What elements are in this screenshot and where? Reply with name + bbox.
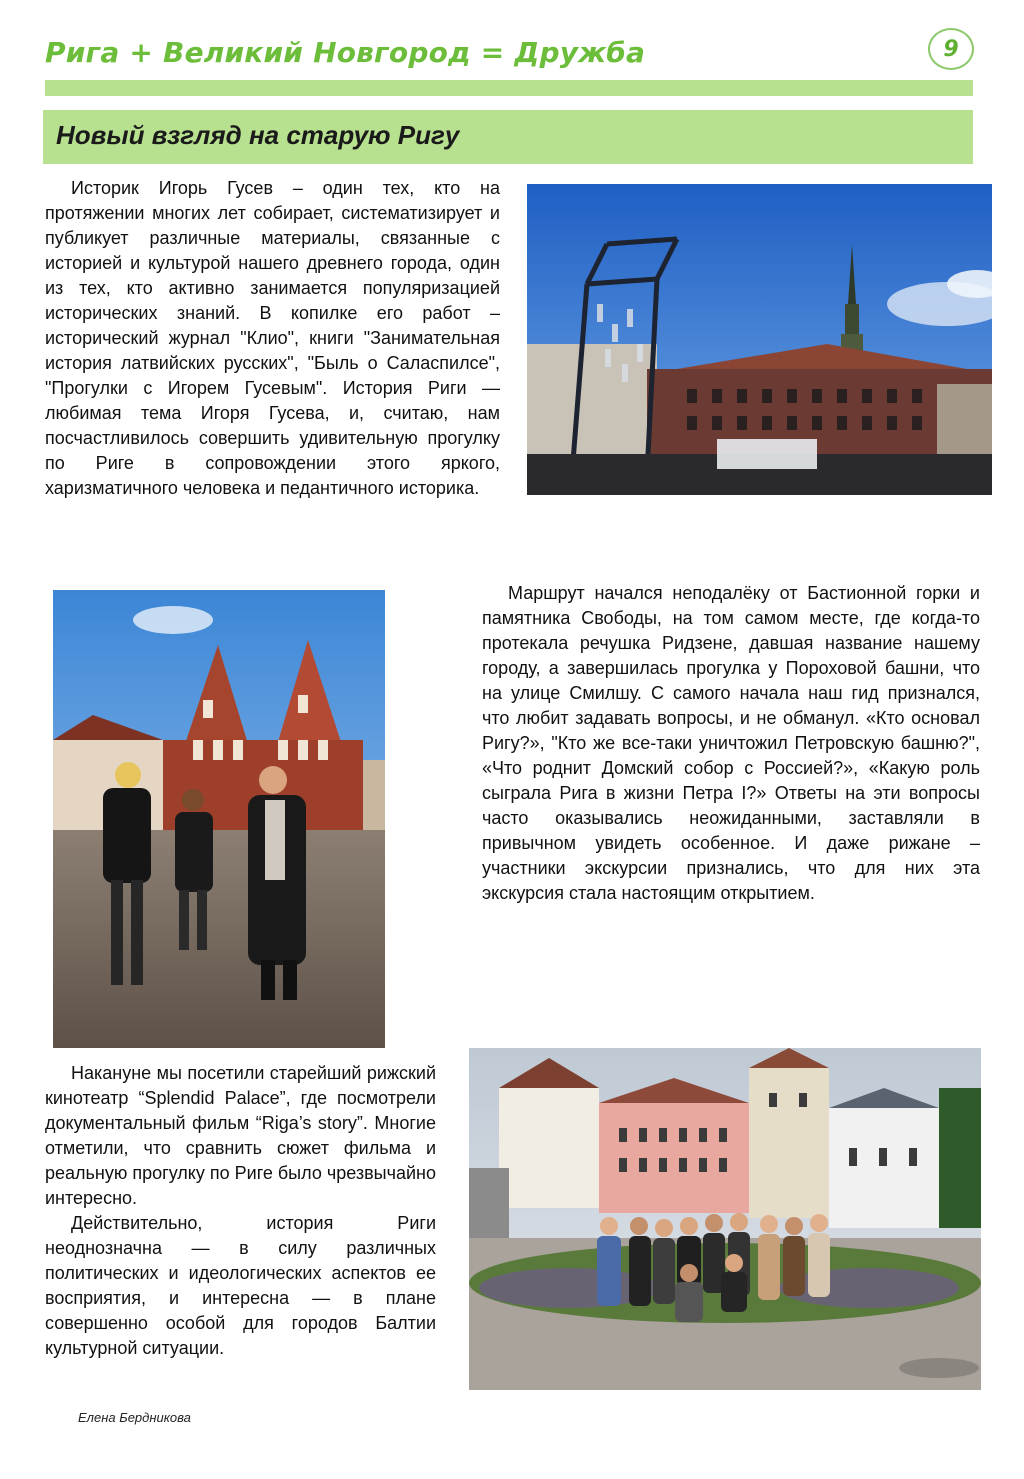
magazine-header-title: Рига + Великий Новгород = Дружба — [45, 36, 646, 69]
article-paragraph: Маршрут начался неподалёку от Бастионной горки и памятника Свободы, на том самом месте, где когда-то протекала речушка Ридзене, давшая название нашему городу, а завершилась прогулка у Пороховой башни, что на улице Смилшу. С самого начала наш гид признался, что любит задавать вопросы, и не обманул. «Кто основал Ригу?», "Кто же все-таки уничтожил Петровскую башню?", «Что роднит Домский собор с Россией?», «Какую роль сыграла Рига в жизни Петра I?» Ответы на эти вопросы часто оказывались неожиданными, заставляли в привычном увидеть особенное. И даже рижане – участники экскурсии признались, что для них эта экскурсия стала настоящим открытием. — [482, 583, 980, 903]
photo-guide-blackheads-house — [53, 590, 385, 1048]
section-title: Новый взгляд на старую Ригу — [56, 120, 460, 150]
article-column-intro — [45, 176, 500, 501]
article-column-cinema — [45, 1061, 436, 1361]
header-divider — [45, 80, 973, 96]
article-paragraph: Накануне мы посетили старейший рижский кинотеатр “Splendid Palace”, где посмотрели документальный фильм “Riga’s story”. Многие отметили, что сравнить сюжет фильма и реальную прогулку по Риге было чрезвычайно интересно. — [45, 1063, 436, 1208]
page-number: 9 — [928, 28, 974, 70]
author-signature: Елена Бердникова — [78, 1410, 191, 1425]
photo-town-hall-square — [527, 184, 992, 495]
article-paragraph: Действительно, история Риги неоднозначна — в силу различных политических и идеологических аспектов ее восприятия, и интересна — в плане совершенно особой для городов Балтии культурной ситуации. — [45, 1213, 436, 1358]
article-column-route — [482, 581, 980, 906]
photo-group-portrait — [469, 1048, 981, 1390]
section-banner — [43, 110, 973, 164]
article-paragraph: Историк Игорь Гусев – один тех, кто на протяжении многих лет собирает, систематизирует и публикует различные материалы, связанные с историей и культурой нашего древнего города, один из тех, кто активно занимается популяризацией исторических знаний. В копилке его работ – исторический журнал "Клио", книги "Занимательная история латвийских русских", "Быль о Саласпилсе", "Прогулки с Игорем Гусевым". История Риги — любимая тема Игоря Гусева, и, считаю, нам посчастливилось совершить удивительную прогулку по Риге в сопровождении этого яркого, харизматичного человека и педантичного историка. — [45, 178, 500, 498]
